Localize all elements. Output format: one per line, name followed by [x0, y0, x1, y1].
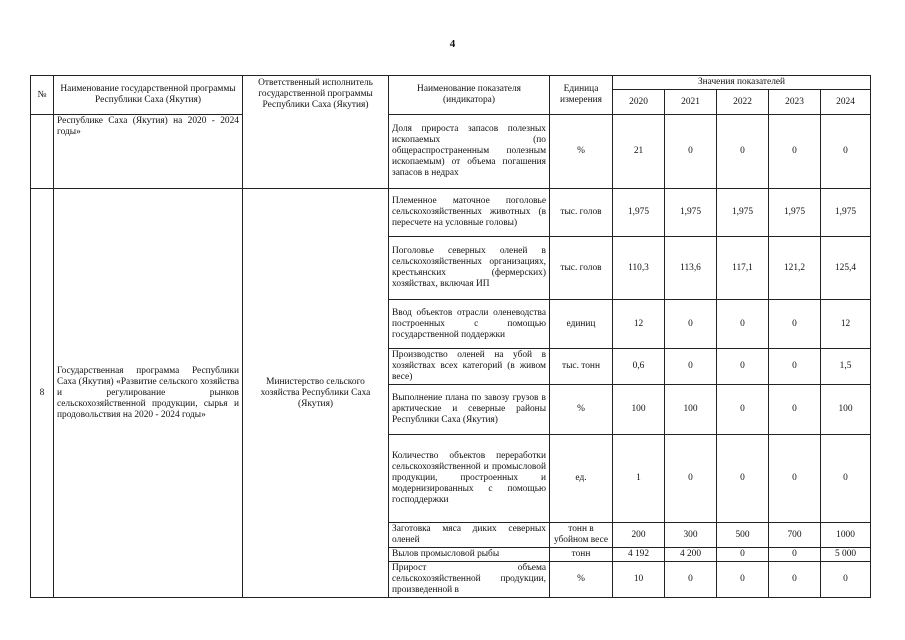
indicator-value: 100: [613, 385, 665, 435]
header-values-group: Значения показателей: [613, 76, 871, 90]
indicator-name: Доля прироста запасов полезных ископаемых (по общераспространенным полезным ископаемым) от объема погашения запасов в недрах: [389, 115, 550, 189]
indicator-value: 1,975: [821, 189, 871, 237]
indicator-value: 500: [717, 523, 769, 548]
header-year: 2021: [665, 90, 717, 115]
indicator-value: 0: [717, 300, 769, 349]
indicator-value: 0: [717, 548, 769, 562]
indicator-value: 1000: [821, 523, 871, 548]
indicator-value: 121,2: [769, 237, 821, 300]
indicator-unit: тонн в убойном весе: [550, 523, 613, 548]
indicator-value: 0: [665, 300, 717, 349]
indicator-value: 0: [769, 562, 821, 598]
header-year: 2020: [613, 90, 665, 115]
header-year: 2024: [821, 90, 871, 115]
indicator-value: 12: [613, 300, 665, 349]
header-no: №: [31, 76, 54, 115]
header-year: 2022: [717, 90, 769, 115]
indicator-value: 100: [821, 385, 871, 435]
indicator-value: 0: [821, 435, 871, 523]
indicator-unit: единиц: [550, 300, 613, 349]
header-program: Наименование государственной программы Республики Саха (Якутия): [54, 76, 243, 115]
indicator-name: Вылов промысловой рыбы: [389, 548, 550, 562]
header-executor: Ответственный исполнитель государственной программы Республики Саха (Якутия): [243, 76, 389, 189]
header-unit: Единица измерения: [550, 76, 613, 115]
indicator-value: 0: [717, 385, 769, 435]
indicator-value: 0: [717, 435, 769, 523]
indicator-value: 113,6: [665, 237, 717, 300]
indicator-value: 0: [769, 435, 821, 523]
indicator-value: 5 000: [821, 548, 871, 562]
indicator-name: Заготовка мяса диких северных оленей: [389, 523, 550, 548]
indicator-value: 100: [665, 385, 717, 435]
header-year: 2023: [769, 90, 821, 115]
indicator-value: 1,975: [665, 189, 717, 237]
indicator-value: 0: [665, 349, 717, 385]
indicator-unit: тыс. тонн: [550, 349, 613, 385]
row-number: 8: [31, 189, 54, 598]
indicator-value: 1,5: [821, 349, 871, 385]
block1-program-cell: [54, 115, 243, 189]
indicator-value: 0: [821, 562, 871, 598]
indicator-value: 200: [613, 523, 665, 548]
indicator-value: 0: [717, 115, 769, 189]
indicator-unit: %: [550, 385, 613, 435]
executor-name: Министерство сельского хозяйства Республики Саха (Якутия): [243, 189, 389, 598]
indicator-value: 300: [665, 523, 717, 548]
indicator-value: 0: [769, 349, 821, 385]
indicator-unit: ед.: [550, 435, 613, 523]
indicators-table: [30, 75, 871, 598]
indicator-value: 117,1: [717, 237, 769, 300]
indicator-unit: %: [550, 115, 613, 189]
indicator-value: 0: [717, 562, 769, 598]
indicator-value: 0: [769, 115, 821, 189]
indicator-value: 1,975: [769, 189, 821, 237]
indicator-value: 0: [769, 385, 821, 435]
indicator-value: 700: [769, 523, 821, 548]
program-name: Государственная программа Республики Саха (Якутия) «Развитие сельского хозяйства и регулирование рынков сельскохозяйственной продукции, сырья и продовольствия на 2020 - 2024 годы»: [54, 189, 243, 598]
indicator-value: 0: [769, 548, 821, 562]
indicator-unit: тыс. голов: [550, 189, 613, 237]
indicator-value: 0: [665, 562, 717, 598]
indicator-unit: %: [550, 562, 613, 598]
indicator-unit: тонн: [550, 548, 613, 562]
indicator-value: 0: [665, 115, 717, 189]
block1-no-cell: [31, 115, 54, 189]
indicator-value: 1: [613, 435, 665, 523]
indicator-value: 12: [821, 300, 871, 349]
indicator-value: 0: [665, 435, 717, 523]
indicator-value: 1,975: [717, 189, 769, 237]
indicator-value: 10: [613, 562, 665, 598]
indicator-unit: тыс. голов: [550, 237, 613, 300]
indicator-name: Племенное маточное поголовье сельскохозяйственных животных (в пересчете на условные головы): [389, 189, 550, 237]
indicator-name: Количество объектов переработки сельскохозяйственной и промысловой продукции, простроенных и модернизированных с помощью господдержки: [389, 435, 550, 523]
indicator-name: Выполнение плана по завозу грузов в арктические и северные районы Республики Саха (Якутия): [389, 385, 550, 435]
page-number: 4: [449, 38, 456, 50]
indicator-value: 0: [717, 349, 769, 385]
indicator-name: Прирост объема сельскохозяйственной продукции, произведенной в: [389, 562, 550, 598]
indicator-value: 0: [769, 300, 821, 349]
indicator-value: 4 200: [665, 548, 717, 562]
indicator-name: Производство оленей на убой в хозяйствах всех категорий (в живом весе): [389, 349, 550, 385]
indicator-value: 0,6: [613, 349, 665, 385]
header-indicator: Наименование показателя (индикатора): [389, 76, 550, 115]
indicator-value: 4 192: [613, 548, 665, 562]
indicator-value: 21: [613, 115, 665, 189]
indicator-name: Поголовье северных оленей в сельскохозяйственных организациях, крестьянских (фермерских) хозяйствах, включая ИП: [389, 237, 550, 300]
block1-program-text: Республике Саха (Якутия) на 2020 - 2024 годы»: [57, 116, 239, 137]
indicator-value: 125,4: [821, 237, 871, 300]
indicator-value: 1,975: [613, 189, 665, 237]
indicator-value: 110,3: [613, 237, 665, 300]
indicator-name: Ввод объектов отрасли оленеводства построенных с помощью государственной поддержки: [389, 300, 550, 349]
indicator-value: 0: [821, 115, 871, 189]
